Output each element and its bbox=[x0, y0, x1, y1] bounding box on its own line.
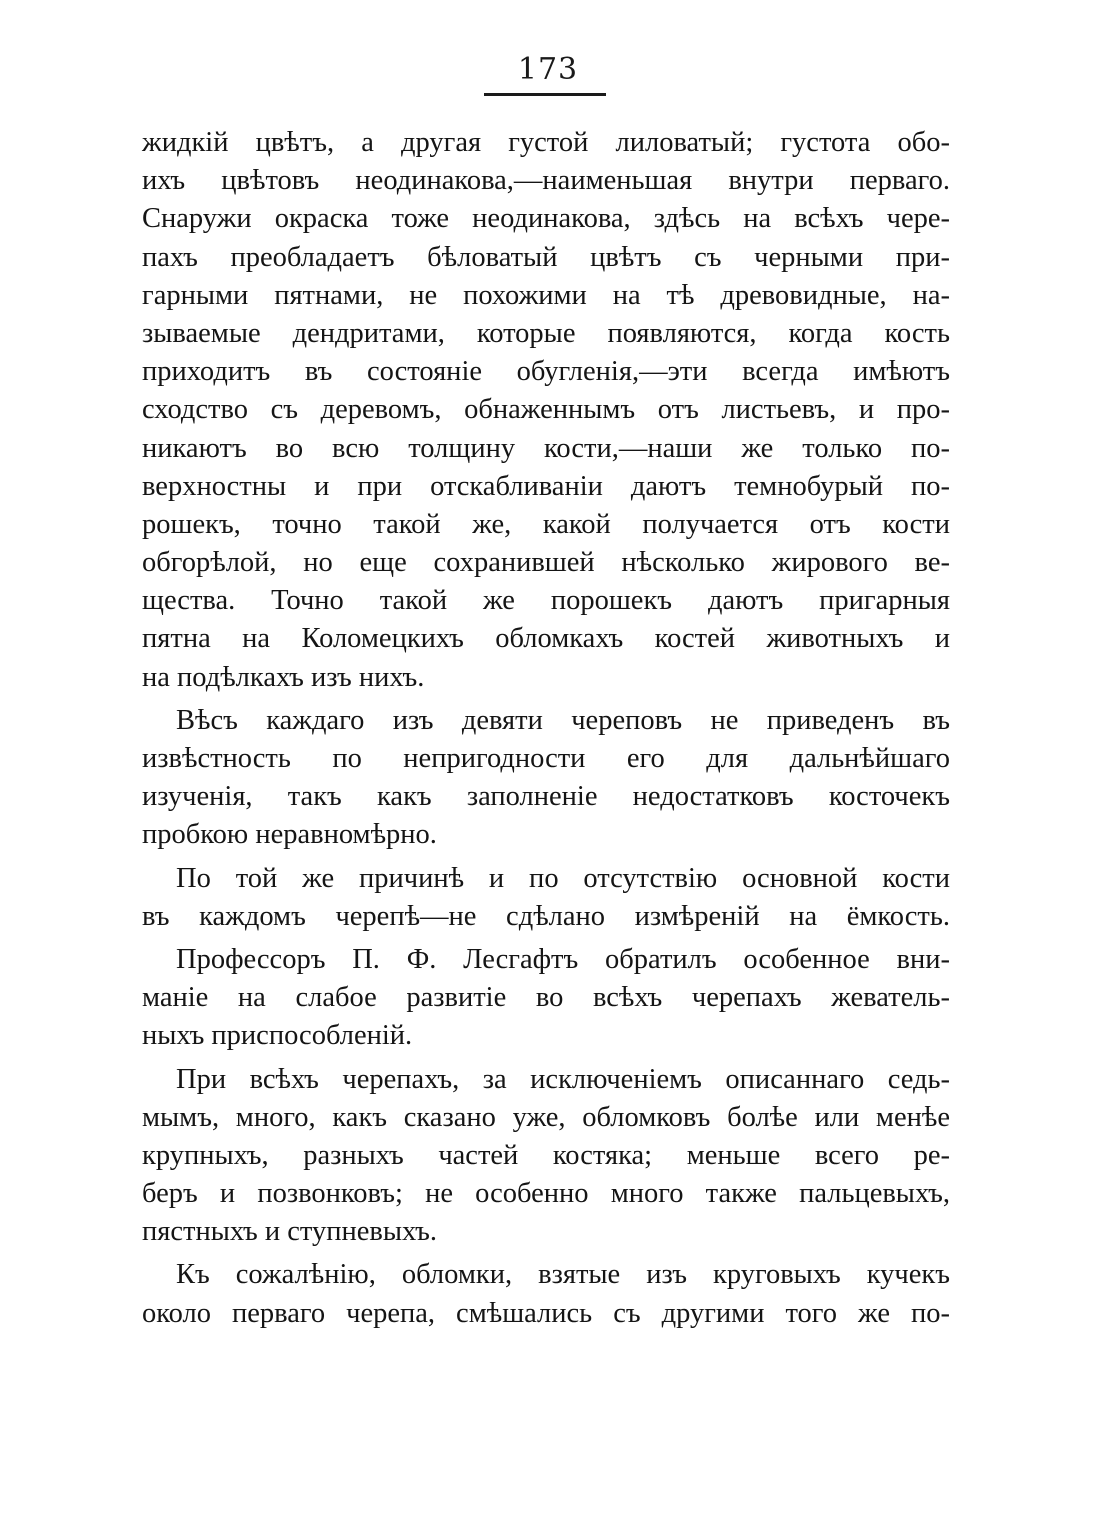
text-line: По той же причинѣ и по отсутствію основной кости bbox=[176, 862, 950, 894]
text-line: Къ сожалѣнію, обломки, взятые изъ круговыхъ кучекъ bbox=[176, 1259, 950, 1291]
text-line: ныхъ приспособленій. bbox=[142, 1020, 413, 1052]
paragraph bbox=[142, 1256, 950, 1332]
text-line: никаютъ во всю толщину кости,—наши же только по- bbox=[142, 432, 950, 464]
text-line: Профессоръ П. Ф. Лесгафтъ обратилъ особенное вни- bbox=[176, 943, 950, 975]
paragraph bbox=[142, 702, 950, 855]
body-text bbox=[142, 124, 950, 1333]
text-line: около перваго черепа, смѣшались съ другими того же по- bbox=[142, 1297, 950, 1329]
text-line: маніе на слабое развитіе во всѣхъ черепахъ жеватель- bbox=[142, 982, 950, 1014]
text-line: пробкою неравномѣрно. bbox=[142, 819, 437, 851]
page-number: 173 bbox=[517, 52, 579, 87]
text-line: беръ и позвонковъ; не особенно много также пальцевыхъ, bbox=[142, 1178, 950, 1210]
text-line: ихъ цвѣтовъ неодинакова,—наименьшая внутри перваго. bbox=[142, 165, 950, 197]
text-line: жидкій цвѣтъ, а другая густой лиловатый; густота обо- bbox=[142, 127, 950, 158]
paragraph bbox=[142, 941, 950, 1056]
text-line: Вѣсъ каждаго изъ девяти череповъ не приведенъ въ bbox=[176, 704, 950, 736]
header-rule bbox=[484, 93, 606, 96]
text-line: рошекъ, точно такой же, какой получается отъ кости bbox=[142, 508, 950, 540]
paragraph bbox=[142, 1061, 950, 1252]
text-line: въ каждомъ черепѣ—не сдѣлано измѣреній на ёмкость. bbox=[142, 900, 950, 932]
text-line: крупныхъ, разныхъ частей костяка; меньше всего ре- bbox=[142, 1139, 950, 1171]
text-line: пятна на Коломецкихъ обломкахъ костей животныхъ и bbox=[142, 623, 950, 655]
text-line: мымъ, много, какъ сказано уже, обломковъ болѣе или менѣе bbox=[142, 1101, 950, 1133]
text-line: гарными пятнами, не похожими на тѣ древовидные, на- bbox=[142, 279, 950, 311]
text-line: сходство съ деревомъ, обнаженнымъ отъ листьевъ, и про- bbox=[142, 394, 950, 426]
text-line: извѣстность по непригодности его для дальнѣйшаго bbox=[142, 743, 950, 774]
text-line: на подѣлкахъ изъ нихъ. bbox=[142, 661, 425, 693]
text-line: обгорѣлой, но еще сохранившей нѣсколько жирового ве- bbox=[142, 547, 950, 579]
text-line: щества. Точно такой же порошекъ даютъ пригарныя bbox=[142, 585, 950, 617]
text-line: пястныхъ и ступневыхъ. bbox=[142, 1216, 438, 1248]
text-line: При всѣхъ черепахъ, за исключеніемъ описаннаго седь- bbox=[176, 1063, 950, 1095]
text-line: верхностны и при отскабливаніи даютъ темнобурый по- bbox=[142, 470, 950, 502]
text-line: Снаружи окраска тоже неодинакова, здѣсь на всѣхъ чере- bbox=[142, 203, 950, 235]
text-line: изученія, такъ какъ заполненіе недостатковъ косточекъ bbox=[142, 781, 950, 813]
text-line: приходитъ въ состояніе обугленія,—эти всегда имѣютъ bbox=[142, 356, 950, 388]
paragraph bbox=[142, 860, 950, 936]
text-line: пахъ преобладаетъ бѣловатый цвѣтъ съ черными при- bbox=[142, 241, 950, 273]
text-line: зываемые дендритами, которые появляются, когда кость bbox=[142, 317, 950, 349]
paragraph bbox=[142, 124, 950, 697]
